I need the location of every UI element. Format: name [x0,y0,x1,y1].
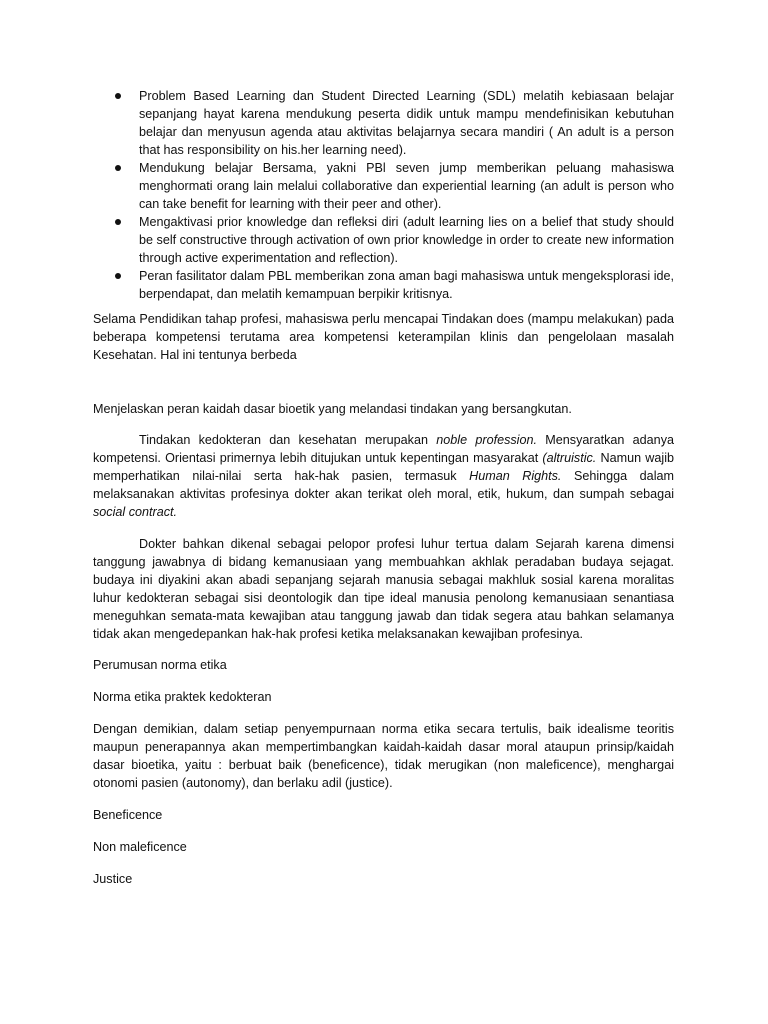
bullet-icon [115,273,121,279]
text-segment: Mensyaratkan adanya kompetensi. Orientasi primernya lebih ditujukan untuk kepentingan masyarakat [93,433,674,465]
bullet-text: Peran fasilitator dalam PBL memberikan zona aman bagi mahasiswa untuk mengeksplorasi ide, berpendapat, dan melatih kemampuan berpikir kritisnya. [139,269,674,301]
paragraph-dokter: Dokter bahkan dikenal sebagai pelopor profesi luhur tertua dalam Sejarah karena dimensi tanggung jawabnya di bidang kemanusiaan yang membuahkan akhlak peradaban budaya sejagat. budaya ini diyakini akan abadi sepanjang sejarah manusia sebagai makhluk sosial karena moralitas luhur kedokteran sebagai sisi deontologik dan tipe ideal manusia penolong kemanusiaan senantiasa meneguhkan semata-mata kewajiban atau tanggung jawab dan tidak segera atau bahkan selamanya tidak akan mengedepankan hak-hak profesi ketika melaksanakan kewajiban profesinya. [93,537,674,641]
bullet-item [93,267,674,303]
bullet-text: Problem Based Learning dan Student Directed Learning (SDL) melatih kebiasaan belajar sepanjang hayat karena mendukung peserta didik untuk mampu mendefinisikan kebutuhan belajar dan menyusun agenda atau aktivitas belajarnya secara mandiri ( An adult is a person that has responsibility on his.her learning need). [139,89,674,157]
bullet-icon [115,165,121,171]
bullet-icon [115,219,121,225]
principle-beneficence: Beneficence [93,808,163,822]
bullet-item [93,213,674,267]
bullet-list [93,87,674,303]
paragraph-demikian: Dengan demikian, dalam setiap penyempurnaan norma etika secara tertulis, baik idealisme teoritis maupun penerapannya akan mempertimbangkan kaidah-kaidah dasar moral ataupun prinsip/kaidah dasar bioetika, yaitu : berbuat baik (beneficence), tidak merugikan (non maleficence), menghargai otonomi pasien (autonomy), dan berlaku adil (justice). [93,722,674,790]
label-norma: Norma etika praktek kedokteran [93,690,272,704]
principle-non-maleficence: Non maleficence [93,840,187,854]
text-segment: Sehingga dalam melaksanakan aktivitas profesinya dokter akan terikat oleh moral, etik, hukum, dan sumpah sebagai [93,469,674,501]
bullet-item [93,87,674,159]
italic-term: (altruistic. [542,451,597,465]
text-segment: Namun wajib memperhatikan nilai-nilai serta hak-hak pasien, termasuk [93,451,675,483]
principle-justice: Justice [93,872,133,886]
italic-term: noble profession. [436,433,537,447]
bullet-icon [115,93,121,99]
label-perumusan: Perumusan norma etika [93,658,227,672]
section-heading: Menjelaskan peran kaidah dasar bioetik yang melandasi tindakan yang bersangkutan. [93,402,572,416]
italic-term: Human Rights. [469,469,562,483]
italic-term: social contract. [93,505,177,519]
paragraph-tindakan [93,431,674,521]
document-page [93,87,674,902]
paragraph-profesi: Selama Pendidikan tahap profesi, mahasiswa perlu mencapai Tindakan does (mampu melakukan) pada beberapa kompetensi terutama area kompetensi keterampilan klinis dan pengelolaan masalah Kesehatan. Hal ini tentunya berbeda [93,312,674,362]
bullet-text: Mengaktivasi prior knowledge dan refleksi diri (adult learning lies on a belief that study should be self constructive through activation of own prior knowledge in order to create new information through active experimentation and reflection). [139,215,674,265]
bullet-text: Mendukung belajar Bersama, yakni PBl seven jump memberikan peluang mahasiswa menghormati orang lain melalui collaborative dan experiential learning (an adult is person who can take benefit for learning with their peer and other). [139,161,674,211]
text-segment: Tindakan kedokteran dan kesehatan merupakan [139,433,437,447]
bullet-item [93,159,674,213]
